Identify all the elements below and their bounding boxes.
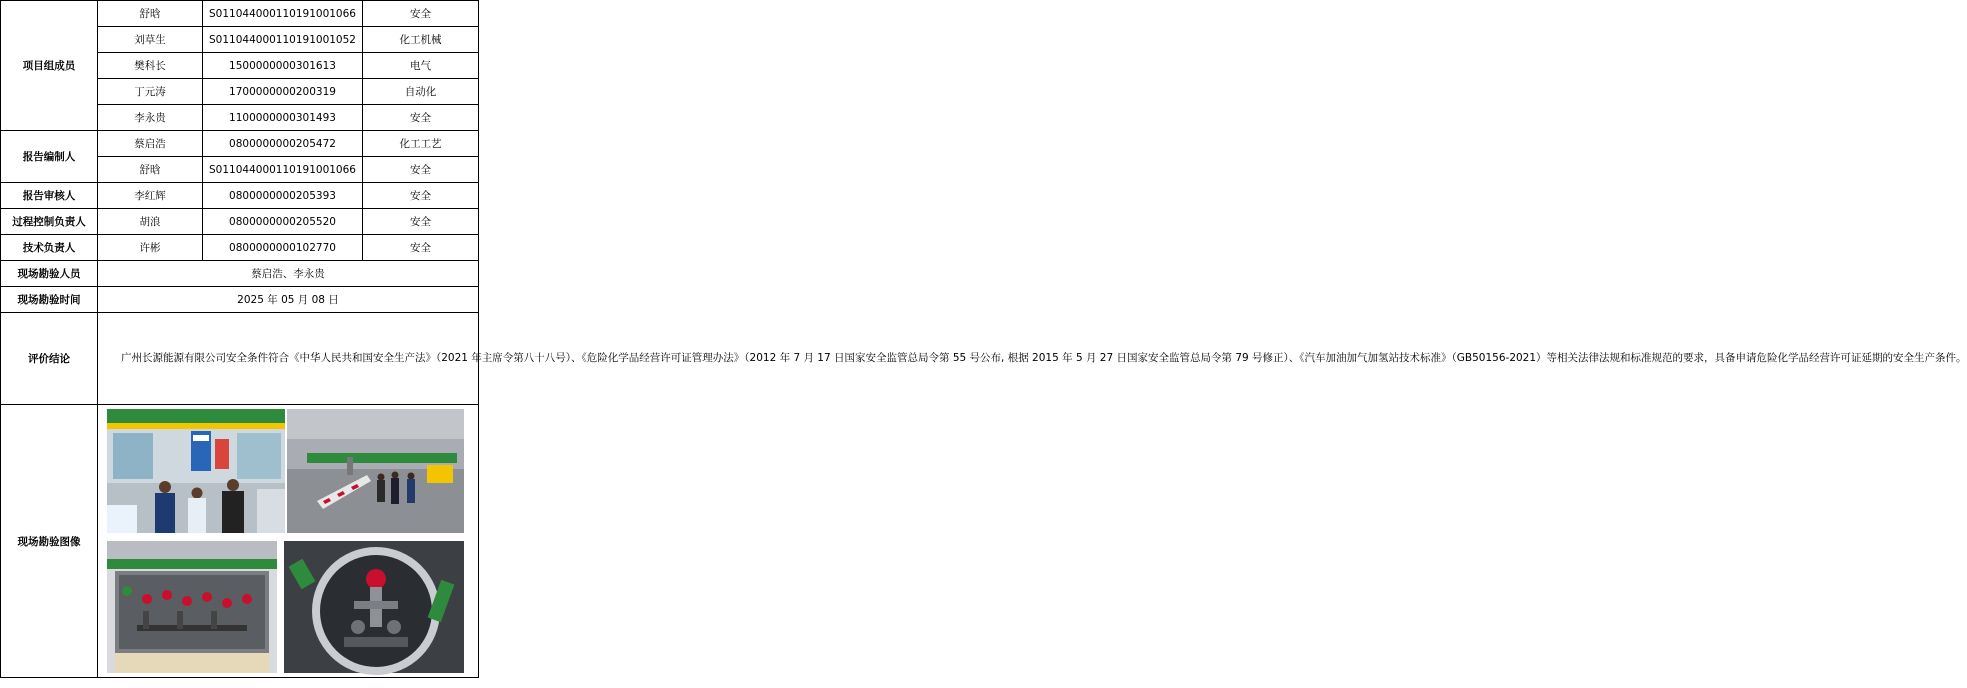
member-field: 化工机械	[363, 27, 479, 53]
tech-owner-label: 技术负责人	[1, 235, 98, 261]
editor-name: 蔡启浩	[98, 131, 203, 157]
process-owner-name: 胡浪	[98, 209, 203, 235]
member-name: 李永贵	[98, 105, 203, 131]
valve-cabinet-photo-icon	[107, 541, 277, 673]
reviewer-name: 李红辉	[98, 183, 203, 209]
tech-owner-row	[1, 235, 479, 261]
editor-field: 化工工艺	[363, 131, 479, 157]
inspection-time-row	[1, 287, 479, 313]
members-label: 项目组成员	[1, 1, 98, 131]
tech-owner-cert: 0800000000102770	[203, 235, 363, 261]
reviewer-row	[1, 183, 479, 209]
process-owner-row	[1, 209, 479, 235]
inspection-time-label: 现场勘验时间	[1, 287, 98, 313]
inspectors-row	[1, 261, 479, 287]
member-cert: 1100000000301493	[203, 105, 363, 131]
member-cert: 1500000000301613	[203, 53, 363, 79]
member-cert: S011044000110191001066	[203, 1, 363, 27]
editor-cert: 0800000000205472	[203, 131, 363, 157]
photo-area	[98, 405, 479, 678]
editor-field: 安全	[363, 157, 479, 183]
inspectors-label: 现场勘验人员	[1, 261, 98, 287]
member-field: 电气	[363, 53, 479, 79]
member-field: 安全	[363, 1, 479, 27]
reviewer-field: 安全	[363, 183, 479, 209]
tech-owner-field: 安全	[363, 235, 479, 261]
member-row	[1, 1, 479, 27]
process-owner-cert: 0800000000205520	[203, 209, 363, 235]
process-owner-field: 安全	[363, 209, 479, 235]
member-field: 安全	[363, 105, 479, 131]
member-name: 丁元涛	[98, 79, 203, 105]
member-name: 刘草生	[98, 27, 203, 53]
process-owner-label: 过程控制负责人	[1, 209, 98, 235]
tank-manhole-photo-icon	[284, 541, 464, 673]
conclusion-text: 广州长源能源有限公司安全条件符合《中华人民共和国安全生产法》（2021 年主席令第八十八号）、《危险化学品经营许可证管理办法》（2012 年 7 月 17 日国家安全监管总局令第 55 号公布, 根据 2015 年 5 月 27 日国家安全监管总局令第 79 号修正）、《汽车加油加气加氢站技术标准》（GB50156-2021）等相关法律法规和标准规范的要求，具备申请危险化学品经营许可证延期的安全生产条件。	[98, 313, 479, 405]
reviewer-label: 报告审核人	[1, 183, 98, 209]
editor-name: 舒晗	[98, 157, 203, 183]
member-name: 樊科长	[98, 53, 203, 79]
member-name: 舒晗	[98, 1, 203, 27]
station-storefront-photo-icon	[107, 409, 285, 533]
editor-row	[1, 131, 479, 157]
photos-row	[1, 405, 479, 678]
member-cert: 1700000000200319	[203, 79, 363, 105]
photos-label: 现场勘验图像	[1, 405, 98, 678]
inspection-time-value: 2025 年 05 月 08 日	[98, 287, 479, 313]
member-field: 自动化	[363, 79, 479, 105]
tech-owner-name: 许彬	[98, 235, 203, 261]
inspectors-value: 蔡启浩、李永贵	[98, 261, 479, 287]
forecourt-photo-icon	[287, 409, 464, 533]
conclusion-label: 评价结论	[1, 313, 98, 405]
editors-label: 报告编制人	[1, 131, 98, 183]
member-cert: S011044000110191001052	[203, 27, 363, 53]
editor-cert: S011044000110191001066	[203, 157, 363, 183]
conclusion-row	[1, 313, 479, 405]
reviewer-cert: 0800000000205393	[203, 183, 363, 209]
